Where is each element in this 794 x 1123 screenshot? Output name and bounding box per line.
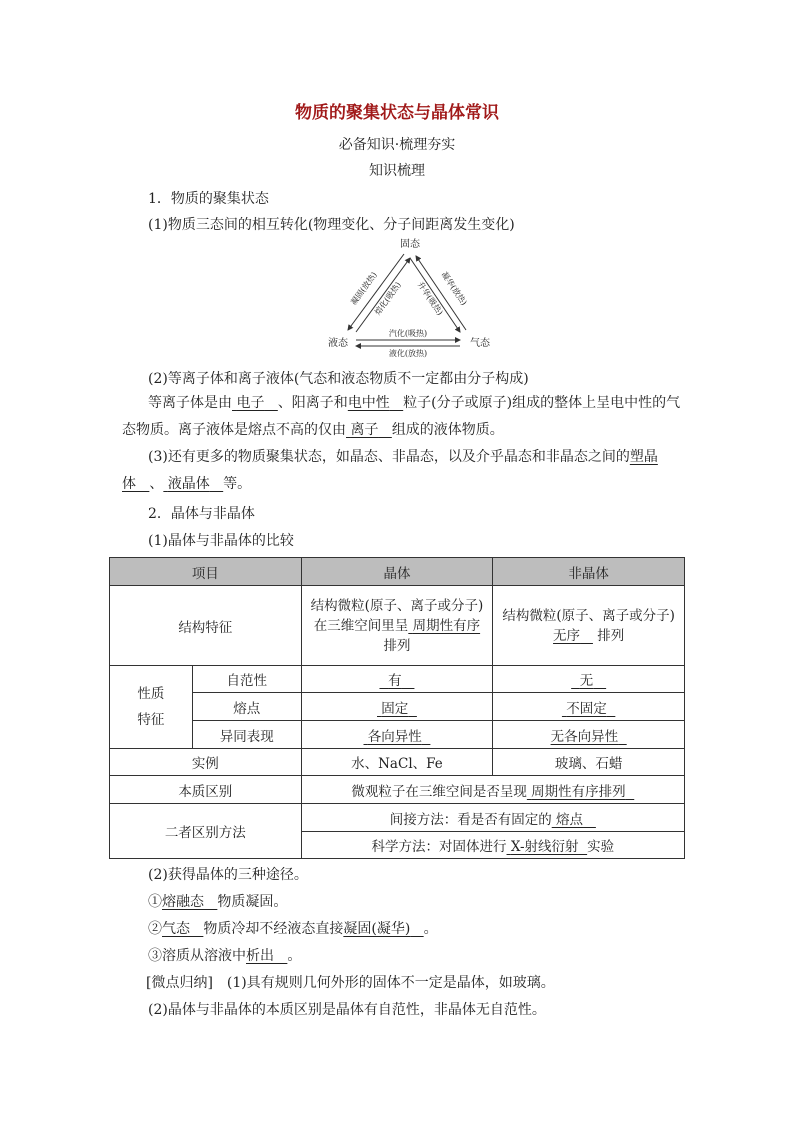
- way-2: ②气态 物质冷却不经液态直接凝固(凝华) 。: [148, 921, 438, 937]
- mp-amorphous: 不固定: [493, 693, 685, 721]
- comparison-table: [109, 557, 685, 859]
- section-1-item-2: (2)等离子体和离子液体(气态和液态物质不一定都由分子构成): [148, 371, 529, 387]
- answer-blank: 气态: [162, 921, 190, 937]
- answer-blank: 凝固(凝华): [343, 921, 411, 937]
- vaporize-label: 汽化(吸热): [388, 329, 428, 338]
- header-amorphous: 非晶体: [493, 558, 685, 586]
- structure-label: 结构特征: [110, 586, 302, 666]
- liquid-label: 液态: [328, 338, 348, 349]
- answer-blank: 离子: [350, 422, 379, 438]
- answer-blank: 电子: [236, 395, 265, 411]
- table-row: [110, 776, 685, 804]
- plasma-paragraph: 等离子体是由 电子 、阳离子和电中性 粒子(分子或原子)组成的整体上呈电中性的气态物质。离子液体是熔点不高的仅由 离子 组成的液体物质。: [122, 395, 681, 438]
- structure-amorphous: 结构微粒(原子、离子或分子) 无序 排列: [493, 586, 685, 666]
- section-2-item-2: (2)获得晶体的三种途径。: [148, 867, 308, 883]
- table-row: [110, 804, 685, 832]
- section-1-item-1: (1)物质三态间的相互转化(物理变化、分子间距离发生变化): [148, 217, 515, 233]
- table-row: [110, 749, 685, 776]
- table-row: [110, 586, 685, 666]
- page-title: 物质的聚集状态与晶体常识: [295, 103, 499, 123]
- example-amorphous: 玻璃、石蜡: [493, 749, 685, 776]
- mp-label: 熔点: [192, 693, 301, 721]
- desublime-label: 凝华(放热): [439, 270, 469, 307]
- section-2-item-1: (1)晶体与非晶体的比较: [148, 533, 294, 549]
- method-label: 二者区别方法: [110, 804, 302, 859]
- answer-blank: 周期性有序: [412, 617, 481, 634]
- solid-label: 固态: [400, 239, 420, 250]
- method-scientific: 科学方法：对固体进行 X-射线衍射 实验: [301, 832, 684, 859]
- aniso-crystal: 各向异性: [301, 721, 493, 749]
- aniso-label: 异同表现: [192, 721, 301, 749]
- self-crystal: 有: [301, 666, 493, 693]
- sub-heading: 知识梳理: [369, 163, 425, 179]
- method-indirect: 间接方法：看是否有固定的 熔点: [301, 804, 684, 832]
- way-1: ①熔融态 物质凝固。: [148, 894, 288, 910]
- answer-blank: 液晶体: [167, 476, 210, 492]
- section-2-title: 2．晶体与非晶体: [148, 506, 255, 522]
- answer-blank: 电中性: [347, 395, 390, 411]
- tip-2: (2)晶体与非晶体的本质区别是晶体有自范性，非晶体无自范性。: [148, 1002, 546, 1018]
- phase-diagram: [320, 234, 500, 358]
- header-item: 项目: [110, 558, 302, 586]
- structure-crystal: 结构微粒(原子、离子或分子) 在三维空间里呈 周期性有序 排列: [301, 586, 493, 666]
- way-3: ③溶质从溶液中析出 。: [148, 948, 302, 964]
- essence-label: 本质区别: [110, 776, 302, 804]
- sublime-arrow: [410, 258, 460, 332]
- section-1-title: 1．物质的聚集状态: [148, 191, 269, 207]
- table-header-row: [110, 558, 685, 586]
- answer-blank: 无序: [553, 627, 581, 644]
- melt-label: 熔化(吸热): [373, 280, 403, 317]
- table-row: [110, 693, 685, 721]
- answer-blank: 塑晶体: [122, 449, 658, 492]
- example-label: 实例: [110, 749, 302, 776]
- example-crystal: 水、NaCl、Fe: [301, 749, 493, 776]
- gas-label: 气态: [470, 338, 490, 349]
- liquefy-label: 液化(放热): [388, 349, 428, 358]
- section-heading: 必备知识·梳理夯实: [338, 137, 456, 153]
- aniso-amorphous: 无各向异性: [493, 721, 685, 749]
- sublime-label: 升华(吸热): [415, 280, 445, 317]
- property-label: 性质 特征: [110, 666, 193, 749]
- table-row: [110, 666, 685, 693]
- self-amorphous: 无: [493, 666, 685, 693]
- section-1-item-3: (3)还有更多的物质聚集状态，如晶态、非晶态，以及介乎晶态和非晶态之间的塑晶体 、 液晶体 等。: [122, 449, 658, 492]
- mp-crystal: 固定: [301, 693, 493, 721]
- self-label: 自范性: [192, 666, 301, 693]
- freeze-label: 凝固(放热): [349, 270, 379, 307]
- table-row: [110, 721, 685, 749]
- header-crystal: 晶体: [301, 558, 493, 586]
- answer-blank: 熔融态: [162, 894, 204, 910]
- tip-1: [微点归纳] (1)具有规则几何外形的固体不一定是晶体，如玻璃。: [146, 975, 555, 991]
- essence-text: 微观粒子在三维空间是否呈现 周期性有序排列: [301, 776, 684, 804]
- answer-blank: 析出: [246, 948, 274, 964]
